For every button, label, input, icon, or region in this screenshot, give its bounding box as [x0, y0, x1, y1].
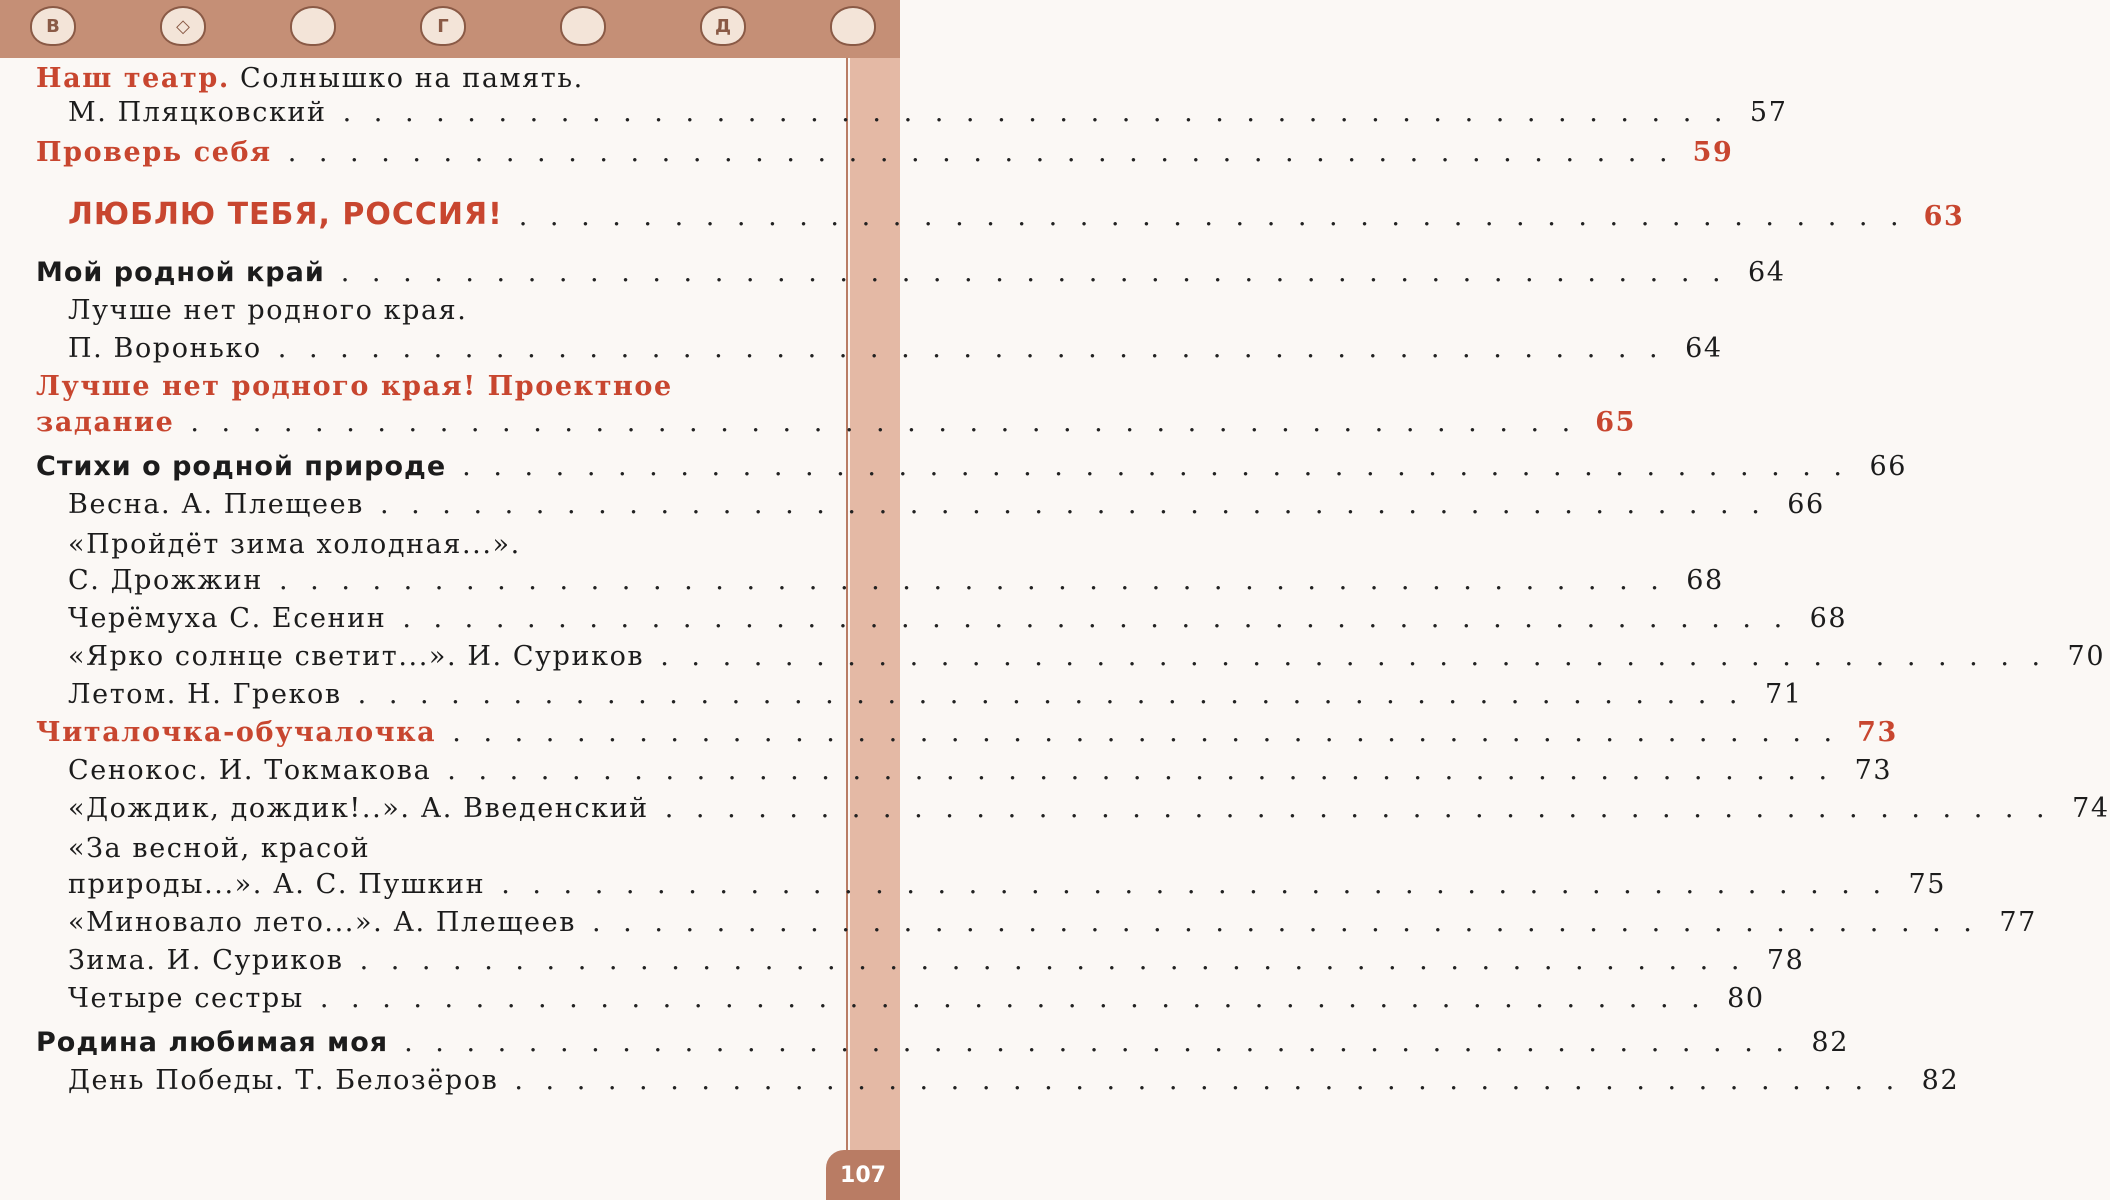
toc-entry[interactable]	[0, 366, 900, 402]
toc-page-number: 82	[1921, 1065, 1960, 1096]
letter-g-icon: Г	[420, 6, 466, 46]
toc-entry[interactable]	[0, 252, 1786, 288]
toc-entry[interactable]	[0, 864, 1947, 900]
toc-entry-title: Зима. И. Суриков	[68, 945, 344, 976]
toc-entry[interactable]	[0, 290, 900, 326]
toc-page-number: 80	[1727, 983, 1765, 1014]
toc-entry-title: Сенокос. И. Токмакова	[68, 755, 432, 786]
toc-entry[interactable]	[0, 828, 900, 864]
toc-page-number: 68	[1809, 603, 1848, 634]
toc-entry[interactable]	[0, 132, 1734, 168]
letter-d-icon: Д	[700, 6, 746, 46]
toc-entry[interactable]	[0, 1022, 1849, 1058]
toc-entry-title: «Пройдёт зима холодная...».	[68, 529, 521, 560]
toc-page-number: 64	[1685, 333, 1723, 364]
toc-entry[interactable]	[0, 978, 1765, 1014]
toc-entry-title: Родина любимая моя	[36, 1027, 389, 1058]
leader-dots: . . . . . . . . . . . . . . . . . . . . . . . . . . . . . . . . . . . . . . . . . . . . .	[319, 983, 1707, 1014]
toc-entry[interactable]	[0, 940, 1805, 976]
toc-entry-title: П. Воронько	[68, 333, 262, 364]
toc-entry[interactable]	[0, 598, 1848, 634]
leader-dots: . . . . . . . . . . . . . . . . . . . . . . . . . . . . . . . . . . . . . . . . . . . . .	[514, 1065, 1902, 1096]
toc-entry[interactable]	[0, 446, 1908, 482]
toc-page-number: 74	[2072, 793, 2110, 824]
toc-page-number: 66	[1869, 451, 1908, 482]
leader-dots: . . . . . . . . . . . . . . . . . . . . . . . . . . . . . . . . . . . . . . . . . . . . .	[447, 755, 1835, 786]
toc-entry-title: День Победы. Т. Белозёров	[68, 1065, 499, 1096]
leader-dots: . . . . . . . . . . . . . . . . . . . . . . . . . . . . . . . . . . . . . . . . . . . . .	[342, 97, 1730, 128]
toc-entry[interactable]	[0, 712, 1898, 748]
toc-page-number: 59	[1692, 137, 1734, 168]
toc-page-number: 78	[1766, 945, 1805, 976]
leader-dots: . . . . . . . . . . . . . . . . . . . . . . . . . . . . . . . . . . . . . . . . . . . . .	[518, 201, 1906, 232]
leader-dots: . . . . . . . . . . . . . . . . . . . . . . . . . . . . . . . . . . . . . . . . . . . . .	[340, 257, 1728, 288]
leader-dots: . . . . . . . . . . . . . . . . . . . . . . . . . . . . . . . . . . . . . . . . . . . . .	[357, 679, 1745, 710]
toc-entry-title: природы...». А. С. Пушкин	[68, 869, 486, 900]
leader-dots: . . . . . . . . . . . . . . . . . . . . . . . . . . . . . . . . . . . . . . . . . . . . .	[452, 717, 1840, 748]
toc-page-number: 68	[1686, 565, 1724, 596]
toc-entry-title: Проверь себя	[36, 137, 272, 168]
leader-dots: . . . . . . . . . . . . . . . . . . . . . . . . . . . . . . . . . . . . . . . . . . . . .	[462, 451, 1850, 482]
toc-entry-title: задание	[36, 407, 175, 438]
toc-entry-title: Мой родной край	[36, 257, 325, 288]
leader-dots: . . . . . . . . . . . . . . . . . . . . . . . . . . . . . . . . . . . . . . . . . . . . .	[278, 565, 1666, 596]
toc-entry-title: Лучше нет родного края.	[68, 295, 468, 326]
toc-entry-title: Черёмуха С. Есенин	[68, 603, 387, 634]
toc-entry[interactable]	[0, 636, 2106, 672]
toc-entry-title: «Миновало лето...». А. Плещеев	[68, 907, 577, 938]
toc-entry[interactable]	[0, 750, 1893, 786]
toc-entry-title: Стихи о родной природе	[36, 451, 447, 482]
toc-entry[interactable]	[0, 92, 1788, 128]
toc-page-number: 66	[1787, 489, 1825, 520]
toc-entry-title: Летом. Н. Греков	[68, 679, 342, 710]
toc-page-number: 63	[1923, 201, 1965, 232]
toc-entry-subtitle: Солнышко на память.	[229, 63, 584, 94]
toc-entry[interactable]	[0, 402, 1637, 438]
toc-entry-title: Весна. А. Плещеев	[68, 489, 364, 520]
toc-page-number: 64	[1748, 257, 1786, 288]
toc-entry[interactable]	[0, 788, 2110, 824]
toc-page-number: 82	[1811, 1027, 1849, 1058]
toc-entry[interactable]	[0, 484, 1825, 520]
leader-dots: . . . . . . . . . . . . . . . . . . . . . . . . . . . . . . . . . . . . . . . . . . . . .	[402, 603, 1790, 634]
toc-page-number: 71	[1764, 679, 1803, 710]
toc-entry[interactable]	[0, 524, 900, 560]
toc-entry[interactable]	[0, 902, 2037, 938]
toc-entry-title: С. Дрожжин	[68, 565, 263, 596]
toc-entry-title: Четыре сестры	[68, 983, 304, 1014]
letter-v-icon: В	[30, 6, 76, 46]
toc-page-number: 75	[1908, 869, 1947, 900]
leader-dots: . . . . . . . . . . . . . . . . . . . . . . . . . . . . . . . . . . . . . . . . . . . . .	[359, 945, 1747, 976]
leader-dots: . . . . . . . . . . . . . . . . . . . . . . . . . . . . . . . . . . . . . . . . . . . . .	[379, 489, 1767, 520]
toc-page-number: 65	[1595, 407, 1637, 438]
toc-page-number: 70	[2067, 641, 2106, 672]
toc-entry-title: «Дождик, дождик!..». А. Введенский	[68, 793, 649, 824]
leader-dots: . . . . . . . . . . . . . . . . . . . . . . . . . . . . . . . . . . . . . . . . . . . . .	[660, 641, 2048, 672]
toc-entry-title: «За весной, красой	[68, 833, 371, 864]
leader-dots: . . . . . . . . . . . . . . . . . . . . . . . . . . . . . . . . . . . . . . . . . . . . .	[664, 793, 2052, 824]
page-number: 107	[826, 1150, 900, 1200]
toc-entry-title: М. Пляцковский	[68, 97, 327, 128]
leader-dots: . . . . . . . . . . . . . . . . . . . . . . . . . . . . . . . . . . . . . . . . . . . . .	[190, 407, 1578, 438]
leader-dots: . . . . . . . . . . . . . . . . . . . . . . . . . . . . . . . . . . . . . . . . . . . . .	[501, 869, 1889, 900]
toc-page-number: 73	[1854, 755, 1893, 786]
toc-entry-title: ЛЮБЛЮ ТЕБЯ, РОССИЯ!	[68, 197, 503, 232]
toc-page-number: 77	[1999, 907, 2037, 938]
diamond-icon: ◇	[160, 6, 206, 46]
toc-entry[interactable]	[0, 674, 1803, 710]
leader-dots: . . . . . . . . . . . . . . . . . . . . . . . . . . . . . . . . . . . . . . . . . . . . .	[404, 1027, 1791, 1058]
leader-dots: . . . . . . . . . . . . . . . . . . . . . . . . . . . . . . . . . . . . . . . . . . . . .	[277, 333, 1665, 364]
toc-entry[interactable]	[0, 1060, 1960, 1096]
toc-entry[interactable]	[0, 58, 900, 94]
toc-entry[interactable]	[0, 328, 1723, 364]
toc-page-number: 73	[1857, 717, 1898, 748]
toc-entry[interactable]	[0, 560, 1724, 596]
toc-entry-title: Наш театр.	[36, 63, 230, 94]
toc-entry[interactable]	[0, 196, 1965, 232]
leader-dots: . . . . . . . . . . . . . . . . . . . . . . . . . . . . . . . . . . . . . . . . . . . . .	[592, 907, 1979, 938]
toc-page-number: 57	[1749, 97, 1788, 128]
toc-entry-title: «Ярко солнце светит...». И. Суриков	[68, 641, 645, 672]
toc-entry-title: Читалочка-обучалочка	[36, 717, 437, 748]
leader-dots: . . . . . . . . . . . . . . . . . . . . . . . . . . . . . . . . . . . . . . . . . . . . .	[287, 137, 1675, 168]
toc-entry-title: Лучше нет родного края! Проектное	[36, 371, 673, 402]
